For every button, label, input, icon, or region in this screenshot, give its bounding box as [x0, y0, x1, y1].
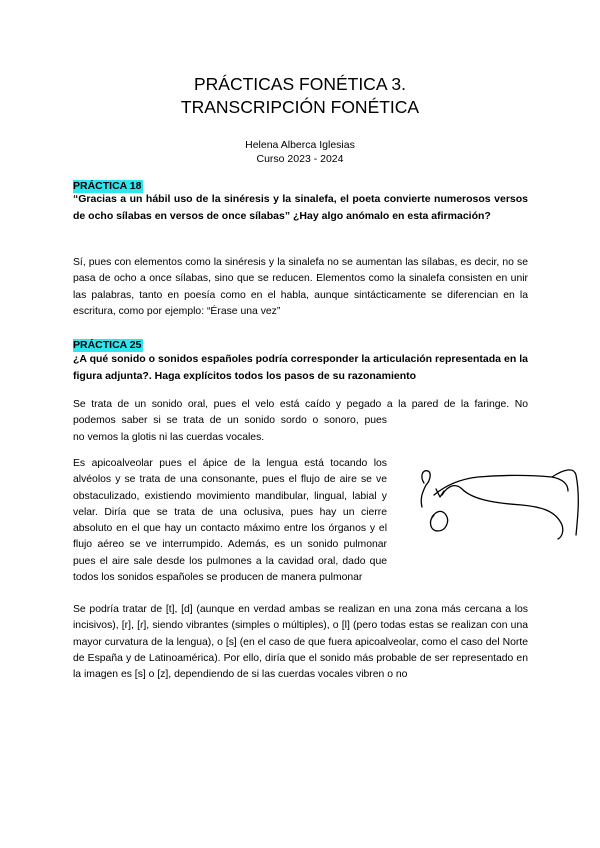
- page-title-line2: TRANSCRIPCIÓN FONÉTICA: [180, 97, 420, 117]
- page-title-line1: PRÁCTICAS FONÉTICA 3.: [194, 74, 406, 94]
- practica-25-label: PRÁCTICA 25: [73, 339, 142, 351]
- practica-25-paragraph-1: [73, 397, 528, 446]
- tongue-contour: [442, 486, 563, 539]
- practica-18-answer: Sí, pues con elementos como la sinéresis y la sinalefa no se aumentan las sílabas, es decir, no se pasa de ocho a once sílabas, sino que se reducen. Elementos como la sinalefa consisten en unir las palabras, tanto en poesía como en el habla, aunque sintácticamente se diferencian en la escritura, como por ejemplo: “Érase una vez”: [73, 257, 528, 317]
- pharynx-wall: [552, 470, 578, 535]
- articulation-diagram: [412, 455, 582, 565]
- author-name: Helena Alberca Iglesias: [245, 139, 355, 151]
- practica-25-paragraph-2: Es apicoalveolar pues el ápice de la lengua está tocando los alvéolos y se trata de una consonante, pues el flujo de aire se ve obstaculizado, existiendo movimiento mandibular, lingual, labial y velar. Diría que se trata de una oclusiva, pues hay un cierre absoluto en el que hay un contacto máximo entre los órganos y el flujo aéreo se ve interrumpido. Además, es un sonido pulmonar pues el aire sale desde los pulmones a la cavidad oral, dado que todos los sonidos españoles se producen de manera pulmonar: [73, 458, 387, 584]
- course-year: Curso 2023 - 2024: [256, 153, 344, 165]
- paragraph-1-line-3: no vemos la glotis ni las cuerdas vocales.: [73, 431, 265, 443]
- upper-lip-contour: [421, 471, 430, 507]
- practica-18-label: PRÁCTICA 18: [73, 180, 142, 192]
- practica-18-question: “Gracias a un hábil uso de la sinéresis y la sinalefa, el poeta convierte numerosos versos de ocho sílabas en versos de once sílabas” ¿Hay algo anómalo en esta afirmación?: [73, 193, 528, 222]
- lower-jaw-contour: [431, 511, 448, 531]
- paragraph-1-line-1: Se trata de un sonido oral, pues el velo está caído y pegado a la pared de la faringe. No: [73, 399, 528, 410]
- practica-25-question: ¿A qué sonido o sonidos españoles podría corresponder la articulación representada en la figura adjunta?. Haga explícitos todos los pasos de su razonamiento: [73, 353, 528, 382]
- practica-25-paragraph-3: Se podría tratar de [t], [d] (aunque en verdad ambas se realizan en una zona más cercana a los incisivos), [r], [ɾ], siendo vibrantes (simples o múltiples), o [l] (pero todas estas se realizan con una mayor curvatura de la lengua), o [s] (en el caso de que fuera apicoalveolar, como el caso del Norte de España y de Latinoamérica). Por ello, diría que el sonido más probable de ser representado en la imagen es [s] o [z], dependiendo de si las cuerdas vocales vibren o no: [73, 604, 528, 681]
- paragraph-1-line-2: podemos saber si se trata de un sonido sordo o sonoro, pues: [73, 415, 387, 427]
